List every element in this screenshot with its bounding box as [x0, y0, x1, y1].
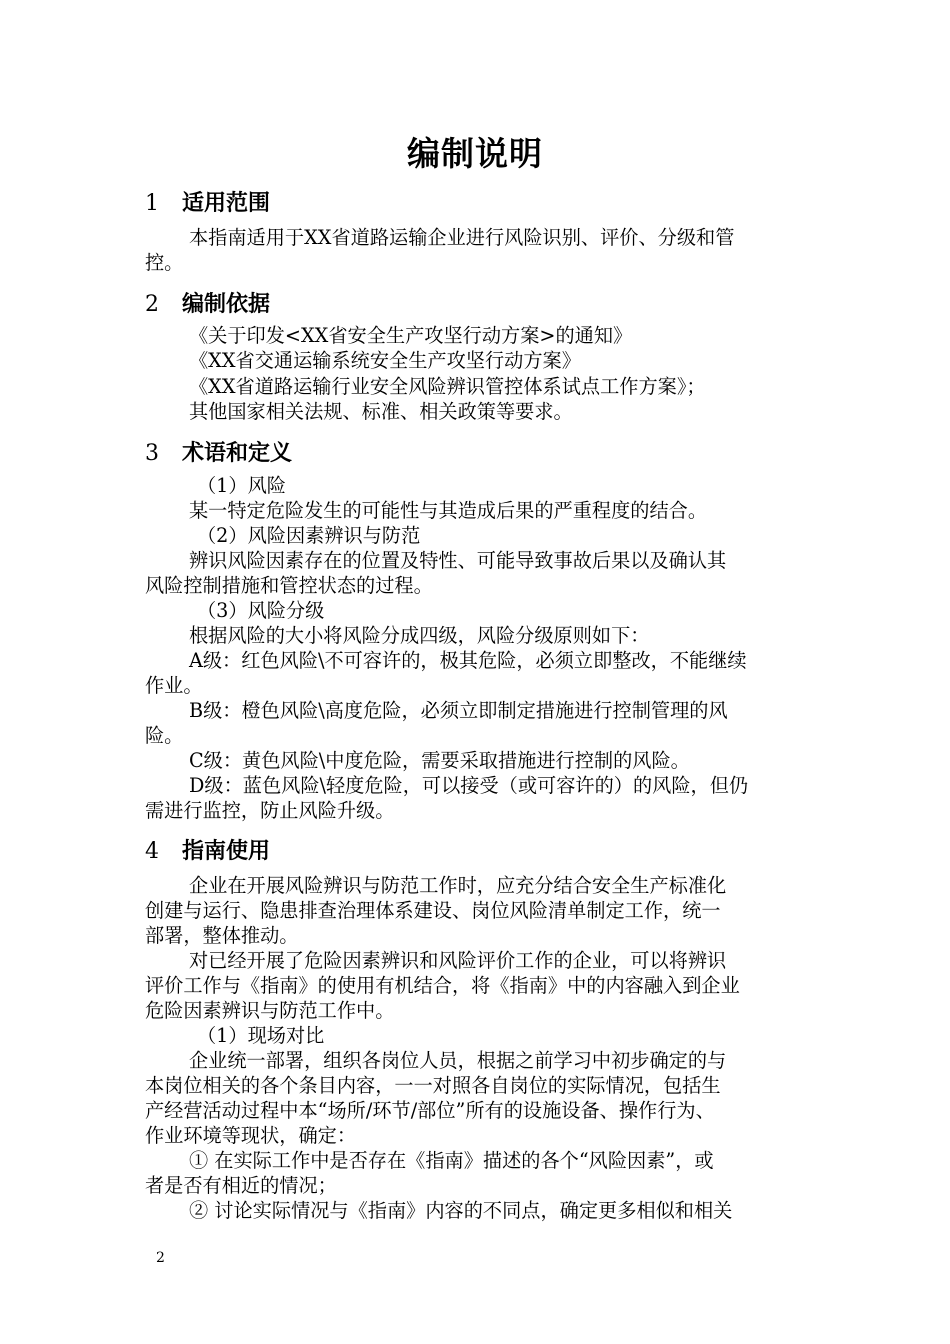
paragraph-line: 者是否有相近的情况；	[145, 1174, 337, 1197]
paragraph-line: 评价工作与《指南》的使用有机结合，将《指南》中的内容融入到企业	[145, 974, 740, 997]
paragraph-line: 风险控制措施和管控状态的过程。	[145, 574, 433, 597]
paragraph-line: 企业统一部署，组织各岗位人员，根据之前学习中初步确定的与	[189, 1049, 727, 1072]
paragraph-line: 某一特定危险发生的可能性与其造成后果的严重程度的结合。	[189, 499, 708, 522]
risk-level-b: B级：橙色风险\高度危险，必须立即制定措施进行控制管理的风	[189, 699, 728, 722]
risk-level-a: A级：红色风险\不可容许的，极其危险，必须立即整改，不能继续	[189, 649, 747, 672]
section-title: 编制依据	[182, 292, 271, 317]
reference-line: 《XX省交通运输系统安全生产攻坚行动方案》	[189, 349, 581, 372]
paragraph-line: 控。	[145, 251, 184, 274]
section-heading-basis	[145, 287, 270, 318]
section-number: 3	[145, 441, 159, 466]
paragraph-line: 作业环境等现状，确定：	[145, 1124, 357, 1147]
section-title: 术语和定义	[182, 441, 293, 466]
section-number: 2	[145, 292, 159, 317]
reference-line: 其他国家相关法规、标准、相关政策等要求。	[189, 400, 573, 423]
paragraph-line: 对已经开展了危险因素辨识和风险评价工作的企业，可以将辨识	[189, 949, 727, 972]
paragraph-line: 本指南适用于XX省道路运输企业进行风险识别、评价、分级和管	[189, 226, 735, 249]
section-title: 指南使用	[182, 839, 271, 864]
section-number: 4	[145, 839, 159, 864]
paragraph-line: 作业。	[145, 674, 203, 697]
paragraph-line: 部署，整体推动。	[145, 924, 299, 947]
paragraph-line: ① 在实际工作中是否存在《指南》描述的各个“风险因素”，或	[189, 1149, 714, 1172]
section-heading-scope	[145, 186, 270, 217]
paragraph-line: 创建与运行、隐患排查治理体系建设、岗位风险清单制定工作，统一	[145, 899, 721, 922]
section-heading-usage	[145, 834, 270, 865]
term-label: （1）风险	[197, 474, 286, 497]
term-label: （3）风险分级	[197, 599, 325, 622]
paragraph-line: 根据风险的大小将风险分成四级，风险分级原则如下：	[189, 624, 650, 647]
paragraph-line: 危险因素辨识与防范工作中。	[145, 999, 395, 1022]
section-number: 1	[145, 191, 159, 216]
reference-line: 《关于印发<XX省安全生产攻坚行动方案>的通知》	[189, 324, 633, 347]
paragraph-line: 本岗位相关的各个条目内容，一一对照各自岗位的实际情况，包括生	[145, 1074, 721, 1097]
term-label: （2）风险因素辨识与防范	[197, 524, 421, 547]
paragraph-line: 险。	[145, 724, 184, 747]
page-number: 2	[156, 1250, 165, 1266]
section-heading-terms	[145, 436, 292, 467]
paragraph-line: ② 讨论实际情况与《指南》内容的不同点，确定更多相似和相关	[189, 1199, 733, 1222]
reference-line: 《XX省道路运输行业安全风险辨识管控体系试点工作方案》；	[189, 375, 706, 398]
risk-level-d: D级：蓝色风险\轻度危险，可以接受（或可容许的）的风险，但仍	[189, 774, 749, 797]
paragraph-line: 企业在开展风险辨识与防范工作时，应充分结合安全生产标准化	[189, 874, 727, 897]
paragraph-line: 辨识风险因素存在的位置及特性、可能导致事故后果以及确认其	[189, 549, 727, 572]
term-label: （1）现场对比	[197, 1024, 325, 1047]
risk-level-c: C级：黄色风险\中度危险，需要采取措施进行控制的风险。	[189, 749, 690, 772]
page-title: 编制说明	[407, 134, 543, 173]
paragraph-line: 需进行监控，防止风险升级。	[145, 799, 395, 822]
paragraph-line: 产经营活动过程中本“场所/环节/部位”所有的设施设备、操作行为、	[145, 1099, 715, 1122]
section-title: 适用范围	[182, 191, 271, 216]
